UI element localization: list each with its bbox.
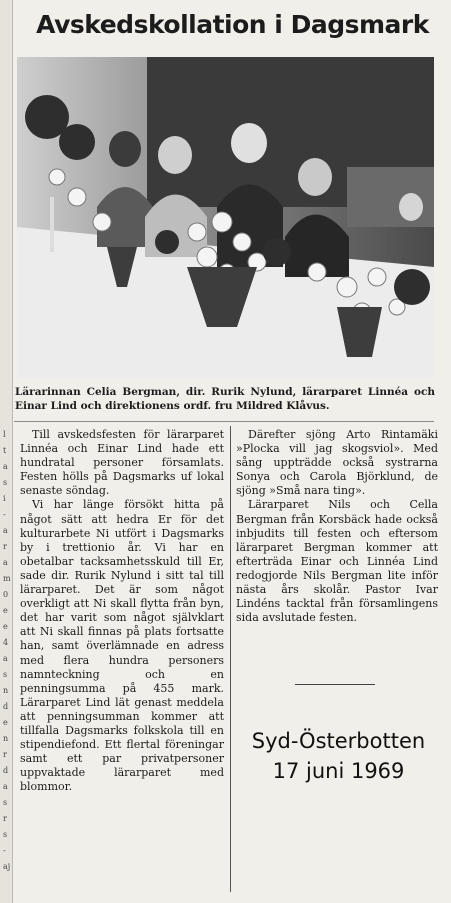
edge-fragment: n bbox=[3, 734, 9, 743]
edge-fragment: s bbox=[3, 830, 8, 839]
paragraph: Därefter sjöng Arto Rintamäki »Plocka vill jag skogsviol». Med sång uppträdde också systrarna Sonya och Carola Björklund, de sjöng »Små nara ting». bbox=[236, 428, 438, 498]
edge-fragment: e bbox=[3, 718, 8, 727]
edge-fragment: m bbox=[3, 574, 11, 583]
headline: Avskedskollation i Dagsmark bbox=[36, 10, 429, 39]
edge-fragment: t bbox=[3, 446, 7, 455]
edge-fragment: - bbox=[3, 510, 6, 519]
edge-fragment: e bbox=[3, 622, 8, 631]
article-column-2 bbox=[236, 428, 438, 625]
column-divider bbox=[230, 426, 231, 892]
source-date-label: 17 juni 1969 bbox=[272, 759, 405, 783]
edge-fragment: n bbox=[3, 686, 9, 695]
edge-fragment: d bbox=[3, 766, 9, 775]
edge-fragment: a bbox=[3, 462, 8, 471]
edge-fragment: r bbox=[3, 814, 7, 823]
edge-fragment: a bbox=[3, 558, 8, 567]
source-paper-label: Syd-Österbotten bbox=[251, 729, 426, 753]
edge-fragment: s bbox=[3, 670, 8, 679]
paragraph: Lärarparet Nils och Cella Bergman från Korsbäck hade också inbjudits till festen och eftersom lärarparet Bergman kommer att efterträda Einar och Linnéa Lind redogjorde Nils Bergman lite inför nästa års skolår. Pastor Ivar Lindéns tacktal från församlingens sida avslutade festen. bbox=[236, 498, 438, 625]
edge-fragment: s bbox=[3, 478, 8, 487]
divider bbox=[14, 421, 434, 422]
paragraph: Till avskedsfesten för lärarparet Linnéa och Einar Lind hade ett hundratal personer församlats. Festen hölls på Dagsmarks uf lokal senaste söndag. bbox=[20, 428, 224, 498]
edge-fragment: a bbox=[3, 526, 8, 535]
edge-fragment: r bbox=[3, 750, 7, 759]
article-column-1 bbox=[20, 428, 224, 794]
edge-fragment: a bbox=[3, 654, 8, 663]
paragraph: Vi har länge försökt hitta på något sätt att hedra Er för det kulturarbete Ni utfört i Dagsmarks by i trettionio år. Vi har en obetalbar tacksamhetsskuld till Er, sade dir. Rurik Nylund i sitt tal till lärarparet. Det är som något overkligt att Ni skall flytta från byn, det har varit som något självklart att Ni skall finnas på plats fortsatte han, samt överlämnade en adress med flera hundra personers namnteckning och en penningsumma på 455 mark. Lärarparet Lind lät genast meddela att penningsumman kommer att tillfalla Dagsmarks folkskola till en stipendiefond. Ett flertal föreningar samt ett par privatpersoner uppvaktade lärarparet med blommor. bbox=[20, 498, 224, 794]
edge-fragment: r bbox=[3, 542, 7, 551]
photo-caption: Lärarinnan Celia Bergman, dir. Rurik Nylund, lärarparet Linnéa och Einar Lind och direktionens ordf. fru Mildred Klåvus. bbox=[15, 386, 435, 412]
edge-fragment: a bbox=[3, 782, 8, 791]
edge-fragment: - bbox=[3, 846, 6, 855]
edge-fragment: aj bbox=[3, 862, 11, 871]
edge-fragment: l bbox=[3, 430, 6, 439]
edge-fragment: s bbox=[3, 798, 8, 807]
edge-fragment: 4 bbox=[3, 638, 9, 647]
photo-of-guests-at-table-icon bbox=[17, 57, 434, 378]
edge-fragment: 0 bbox=[3, 590, 9, 599]
edge-fragment: d bbox=[3, 702, 9, 711]
adjacent-column-edge bbox=[0, 0, 13, 903]
news-photo bbox=[17, 57, 434, 378]
end-rule bbox=[295, 684, 375, 685]
edge-fragment: e bbox=[3, 606, 8, 615]
edge-fragment: i bbox=[3, 494, 6, 503]
